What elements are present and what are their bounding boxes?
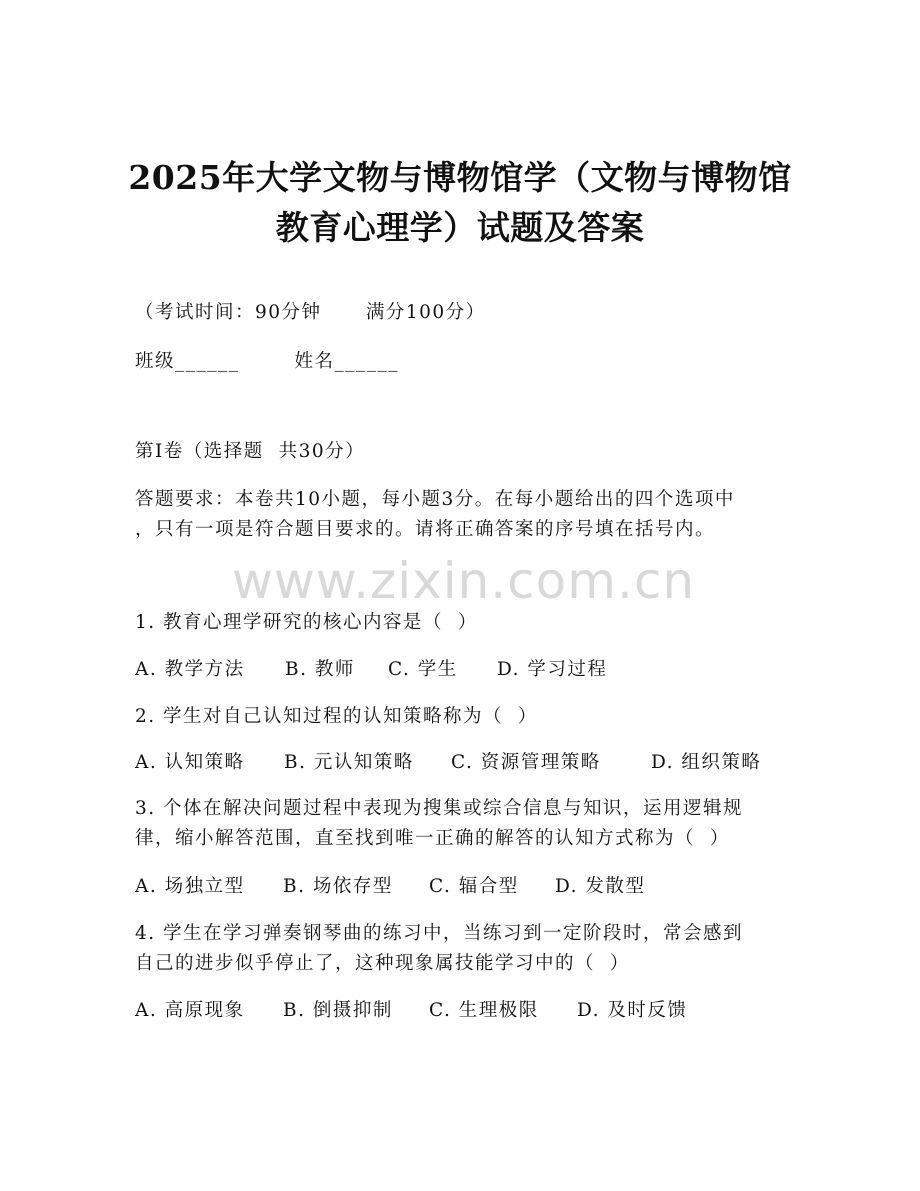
question-4-stem-line-1: 4. 学生在学习弹奏钢琴曲的练习中，当练习到一定阶段时，常会感到	[135, 923, 744, 944]
question-1-option-c: C. 学生	[388, 659, 458, 680]
document-title-line-2: 教育心理学）试题及答案	[275, 208, 645, 247]
question-1-option-d: D. 学习过程	[497, 659, 608, 680]
class-field-label: 班级______	[135, 351, 240, 372]
question-4-option-c: C. 生理极限	[429, 1000, 539, 1021]
question-1-option-a: A. 教学方法	[135, 659, 245, 680]
watermark: www.zixin.com.cn	[232, 552, 696, 610]
question-2-option-b: B. 元认知策略	[284, 752, 414, 773]
instructions-line-2: ，只有一项是符合题目要求的。请将正确答案的序号填在括号内。	[135, 519, 716, 540]
question-3-option-d: D. 发散型	[555, 876, 646, 897]
instructions-line-1: 答题要求：本卷共10小题，每小题3分。在每小题给出的四个选项中	[135, 489, 735, 510]
question-4-stem-line-2: 自己的进步似乎停止了，这种现象属技能学习中的（ ）	[135, 953, 630, 974]
question-3-stem-line-1: 3. 个体在解决问题过程中表现为搜集或综合信息与知识，运用逻辑规	[135, 798, 744, 819]
question-2-stem: 2. 学生对自己认知过程的认知策略称为（ ）	[135, 706, 538, 727]
question-2-option-d: D. 组织策略	[651, 752, 762, 773]
question-1-options	[135, 659, 607, 681]
question-3-option-a: A. 场独立型	[135, 876, 245, 897]
question-2-option-a: A. 认知策略	[135, 752, 245, 773]
question-4-option-a: A. 高原现象	[135, 1000, 245, 1021]
document-title-line-1: 2025年大学文物与博物馆学（文物与博物馆	[128, 158, 792, 197]
question-3-option-b: B. 场依存型	[283, 876, 393, 897]
section-heading: 第I卷（选择题 共30分）	[135, 441, 366, 462]
question-4-options	[135, 1000, 687, 1022]
question-3-option-c: C. 辐合型	[429, 876, 519, 897]
question-4-option-b: B. 倒摄抑制	[283, 1000, 393, 1021]
class-name-row	[135, 351, 399, 373]
question-2-option-c: C. 资源管理策略	[451, 752, 601, 773]
question-1-stem: 1. 教育心理学研究的核心内容是（ ）	[135, 612, 478, 633]
question-3-options	[135, 876, 645, 898]
question-1-option-b: B. 教师	[285, 659, 355, 680]
question-2-options	[135, 752, 761, 774]
exam-time-and-score: （考试时间：90分钟 满分100分）	[135, 302, 486, 323]
student-name-field-label: 姓名______	[294, 351, 400, 372]
question-4-option-d: D. 及时反馈	[577, 1000, 688, 1021]
question-3-stem-line-2: 律，缩小解答范围，直至找到唯一正确的解答的认知方式称为（ ）	[135, 828, 730, 849]
